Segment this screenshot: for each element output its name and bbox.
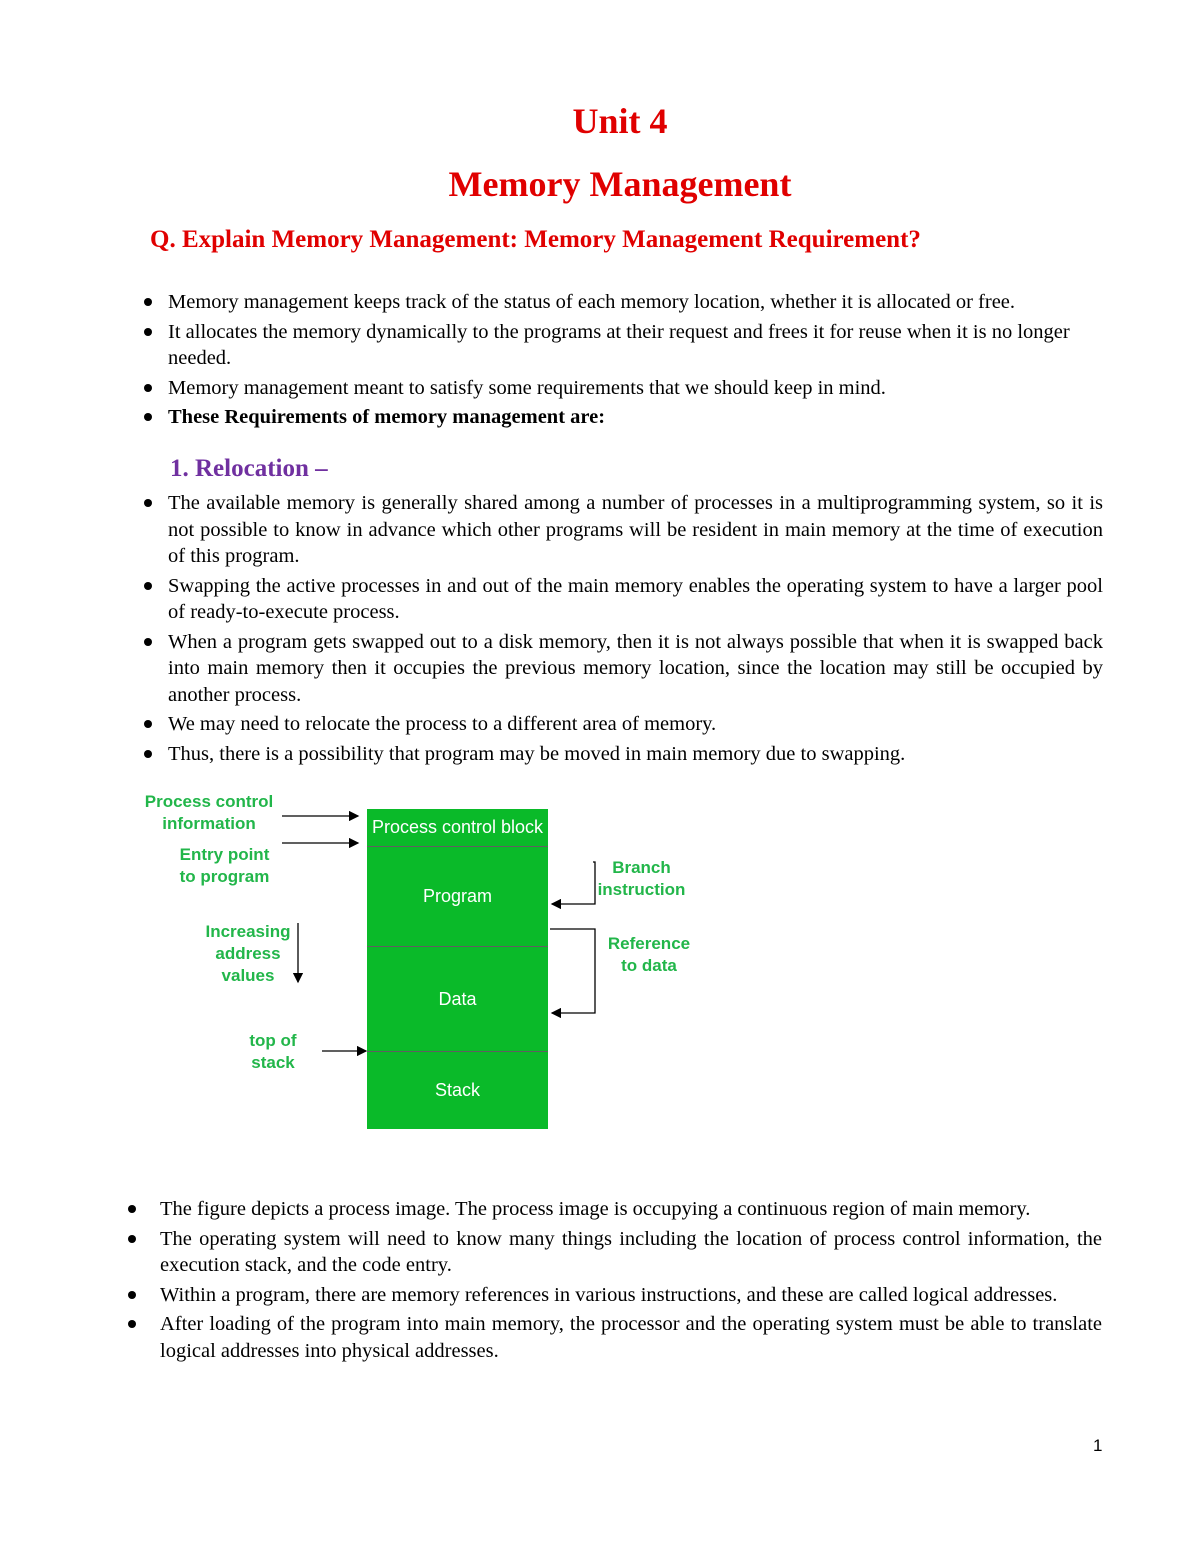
list-item: Within a program, there are memory references in various instructions, and these are called logical addresses. (160, 1282, 1102, 1309)
data-block: Data (367, 947, 548, 1051)
question-heading: Q. Explain Memory Management: Memory Management Requirement? (150, 226, 921, 253)
list-item: It allocates the memory dynamically to the programs at their request and frees it for reuse when it is no longer needed. (168, 319, 1103, 372)
list-item: We may need to relocate the process to a different area of memory. (168, 711, 1103, 738)
list-item: The operating system will need to know many things including the location of process control information, the execution stack, and the code entry. (160, 1226, 1102, 1279)
relocation-bullet-list (168, 490, 1103, 770)
list-item: Memory management meant to satisfy some requirements that we should keep in mind. (168, 375, 1103, 402)
section-heading-relocation: 1. Relocation – (170, 455, 328, 482)
list-item: The figure depicts a process image. The process image is occupying a continuous region of main memory. (160, 1196, 1102, 1223)
page-title: Memory Management (448, 164, 792, 204)
list-item: After loading of the program into main memory, the processor and the operating system must be able to translate logical addresses into physical addresses. (160, 1311, 1102, 1364)
branch-arrow (552, 862, 595, 904)
pcb-block: Process control block (367, 809, 548, 846)
list-item: When a program gets swapped out to a disk memory, then it is not always possible that when it is swapped back into main memory then it occupies the previous memory location, since the location may still be occupied by another process. (168, 629, 1103, 709)
entry-label: Entry point to program (179, 845, 270, 886)
branch-label: Branch instruction (597, 858, 686, 899)
list-item: Thus, there is a possibility that program may be moved in main memory due to swapping. (168, 741, 1103, 768)
reference-label: Reference to data (607, 934, 691, 975)
intro-bullet-list (168, 289, 1103, 434)
figure-bullet-list (160, 1196, 1102, 1367)
list-item: These Requirements of memory management are: (168, 404, 1103, 431)
list-item: Swapping the active processes in and out of the main memory enables the operating system to have a larger pool of ready-to-execute process. (168, 573, 1103, 626)
top-stack-label: top of stack (249, 1031, 297, 1072)
list-item: The available memory is generally shared among a number of processes in a multiprogramming system, so it is not possible to know in advance which other programs will be resident in main memory at the time of execution of this program. (168, 490, 1103, 570)
unit-title: Unit 4 (572, 101, 668, 141)
process-image-diagram (120, 780, 720, 1140)
page-number: 1 (1093, 1436, 1103, 1455)
program-block: Program (367, 847, 548, 946)
increasing-label: Increasing address values (205, 922, 291, 985)
list-item: Memory management keeps track of the status of each memory location, whether it is allocated or free. (168, 289, 1103, 316)
reference-arrow (550, 929, 595, 1013)
pci-label: Process control information (144, 792, 274, 833)
stack-block: Stack (367, 1052, 548, 1129)
